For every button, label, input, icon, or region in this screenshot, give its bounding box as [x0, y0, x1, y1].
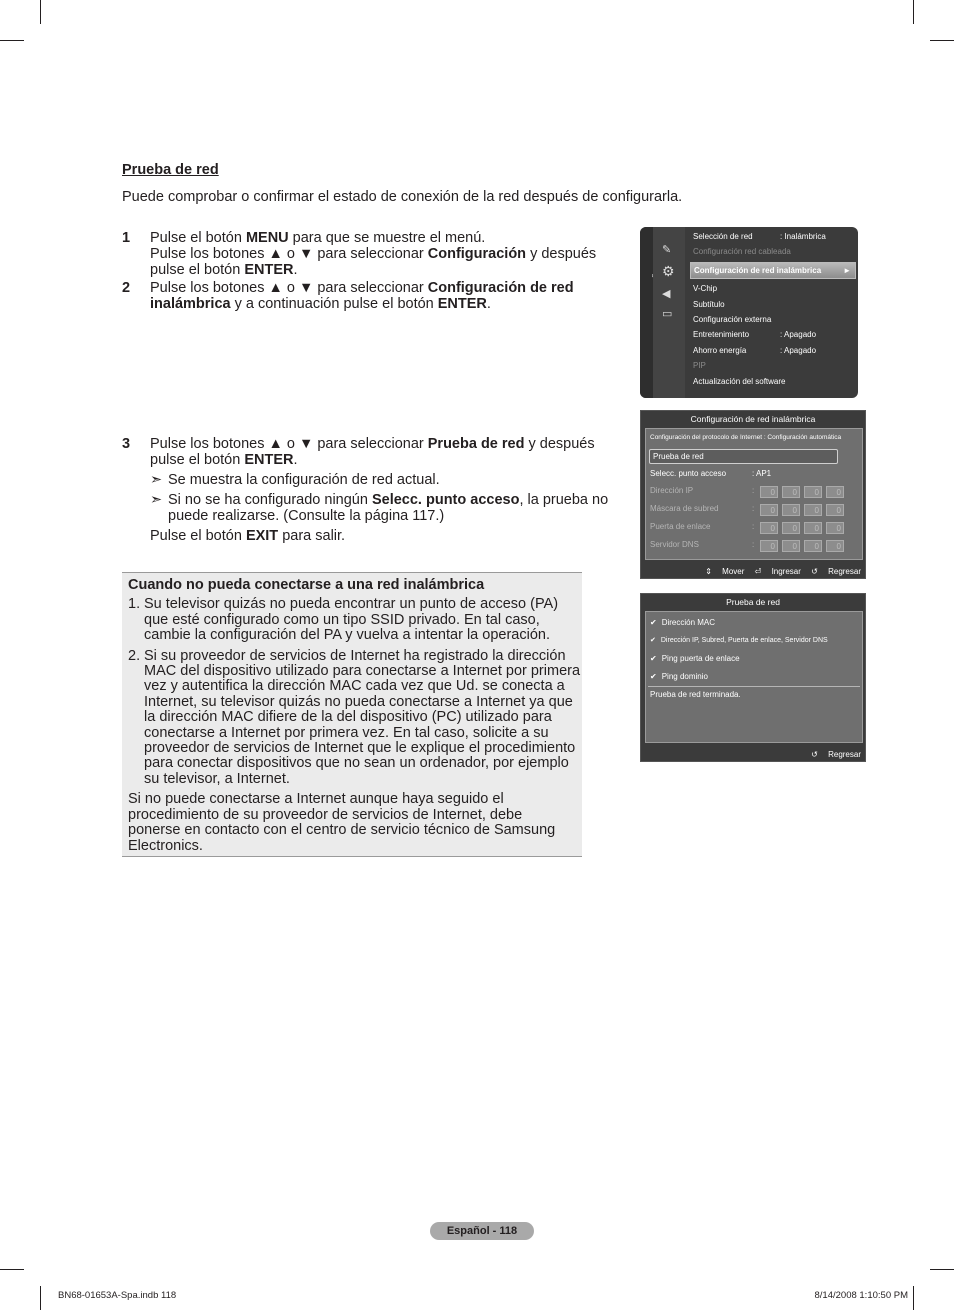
page-number: Español - 118: [430, 1222, 534, 1240]
note-arrow-icon: ➣: [150, 472, 163, 488]
check-icon: ✔: [650, 672, 657, 681]
footer-file: BN68-01653A-Spa.indb 118: [58, 1290, 177, 1301]
tv-panel-body: [645, 611, 863, 743]
warning-title: Cuando no pueda conectarse a una red inalámbrica: [128, 577, 485, 593]
step-number: 1: [122, 230, 131, 246]
return-hint: ↺ Regresar: [811, 750, 861, 759]
check-item: ✔ Ping puerta de enlace: [650, 654, 740, 663]
crop-mark: [913, 1286, 914, 1310]
dns-row: Servidor DNS : 0 0 0 0: [650, 540, 860, 549]
crop-mark: [930, 40, 954, 41]
crop-mark: [930, 1269, 954, 1270]
check-icon: ✔: [650, 637, 656, 644]
menu-icon-column: [653, 227, 685, 398]
check-icon: ✔: [650, 618, 657, 627]
ap-row[interactable]: Selecc. punto acceso : AP1: [650, 469, 772, 478]
intro-text: Puede comprobar o confirmar el estado de conexión de la red después de configurarla.: [122, 189, 683, 205]
tv-setup-menu: [640, 227, 858, 398]
ip-row: Dirección IP : 0 0 0 0: [650, 486, 860, 495]
mask-row: Máscara de subred : 0 0 0 0: [650, 504, 860, 513]
move-hint: ⇕ Mover: [705, 567, 745, 576]
crop-mark: [0, 40, 24, 41]
warning-box: [122, 572, 582, 857]
list-item: 1. Su televisor quizás no pueda encontrar un punto de acceso (PA) que esté configurado como un tipo SSID privado. En tal caso, cambie la configuración del PA y vuelva a intentar la operación.: [128, 596, 559, 644]
tv-panel-footer: [641, 750, 861, 759]
menu-item[interactable]: Ahorro energía : Apagado: [693, 345, 817, 355]
warning-closing: Si no puede conectarse a Internet aunque haya seguido el procedimiento de su proveedor de servicios de Internet, debe ponerse en contacto con el centro de servicio técnico de Samsung Electronics.: [128, 791, 556, 854]
step-number: 3: [122, 436, 131, 452]
menu-item[interactable]: V-Chip: [693, 284, 718, 294]
gateway-row: Puerta de enlace : 0 0 0 0: [650, 522, 860, 531]
input-icon: ▭: [662, 308, 673, 320]
gear-icon: ⚙: [662, 263, 675, 279]
test-result: Prueba de red terminada.: [650, 690, 741, 699]
menu-item[interactable]: Actualización del software: [693, 376, 786, 386]
tv-panel-body: [645, 428, 863, 560]
tv-panel-title: Prueba de red: [726, 597, 780, 607]
tv-wireless-config: [640, 410, 866, 579]
tv-panel-title: Configuración de red inalámbrica: [690, 414, 816, 424]
tv-network-test: [640, 593, 866, 762]
menu-item[interactable]: Configuración red cableada: [693, 247, 791, 257]
note-1: ➣ Se muestra la configuración de red actual.: [150, 472, 440, 488]
step-2: 2 Pulse los botones ▲ o ▼ para seleccionar Configuración de red inalámbrica y a continuación pulse el botón ENTER.: [122, 280, 574, 312]
channel-icon: ◀: [662, 288, 671, 300]
arrow-right-icon: ►: [843, 265, 851, 275]
return-hint: ↺ Regresar: [811, 567, 861, 576]
enter-hint: ⏎ Ingresar: [754, 567, 801, 576]
menu-item-selected[interactable]: Configuración de red inalámbrica ►: [690, 262, 856, 279]
crop-mark: [913, 0, 914, 24]
menu-list: [690, 229, 856, 389]
menu-item[interactable]: Configuración externa: [693, 314, 772, 324]
section-title: Prueba de red: [122, 162, 219, 178]
picture-icon: ✎: [662, 244, 672, 256]
check-item: ✔ Dirección IP, Subred, Puerta de enlace, Servidor DNS: [650, 637, 828, 644]
menu-item[interactable]: PIP: [693, 361, 706, 371]
check-item: ✔ Dirección MAC: [650, 618, 716, 627]
tv-panel-footer: [641, 567, 861, 576]
menu-item[interactable]: Entretenimiento : Apagado: [693, 330, 817, 340]
crop-mark: [40, 0, 41, 24]
menu-item[interactable]: Selección de red : Inalámbrica: [693, 232, 826, 241]
protocol-row: Configuración del protocolo de Internet : Configuración automática: [650, 434, 842, 441]
step-3: 3 Pulse los botones ▲ o ▼ para seleccionar Prueba de red y después pulse el botón ENTER. ➣ Se muestra la configuración de red actual. ➣ Si no se ha configurado ningún Selecc. punto acceso, la prueba no puede realizarse. (Consulte la página 117.) Pulse el botón EXIT para salir.: [122, 436, 612, 544]
footer-timestamp: 8/14/2008 1:10:50 PM: [814, 1290, 908, 1301]
list-item: 2. Si su proveedor de servicios de Internet ha registrado la dirección MAC del dispositivo utilizado para conectarse a Internet por primera vez y autentifica la dirección MAC cada vez que Ud. se conecta a Internet, su televisor quizás no pueda conectarse a Internet ya que la dirección MAC difiere de la del dispositivo (PC) utilizado para conectarse a Internet por primera vez. En tal caso, solicite a su proveedor de servicios de Internet que le explique el procedimiento para conectar dispositivos que no sean un ordenador, por ejemplo su televisor, a Internet.: [128, 647, 581, 787]
network-test-item[interactable]: Prueba de red: [649, 449, 838, 464]
check-icon: ✔: [650, 654, 657, 663]
crop-mark: [40, 1286, 41, 1310]
menu-item[interactable]: Subtítulo: [693, 299, 725, 309]
divider: [648, 686, 860, 687]
step-1: 1 Pulse el botón MENU para que se muestre el menú. Pulse los botones ▲ o ▼ para seleccionar Configuración y después pulse el botón ENTER.: [122, 230, 597, 278]
check-item: ✔ Ping dominio: [650, 672, 708, 681]
step-number: 2: [122, 280, 131, 296]
note-2: ➣ Si no se ha configurado ningún Selecc. punto acceso, la prueba no puede realizarse. (Consulte la página 117.): [150, 492, 609, 524]
crop-mark: [0, 1269, 24, 1270]
note-arrow-icon: ➣: [150, 492, 163, 508]
